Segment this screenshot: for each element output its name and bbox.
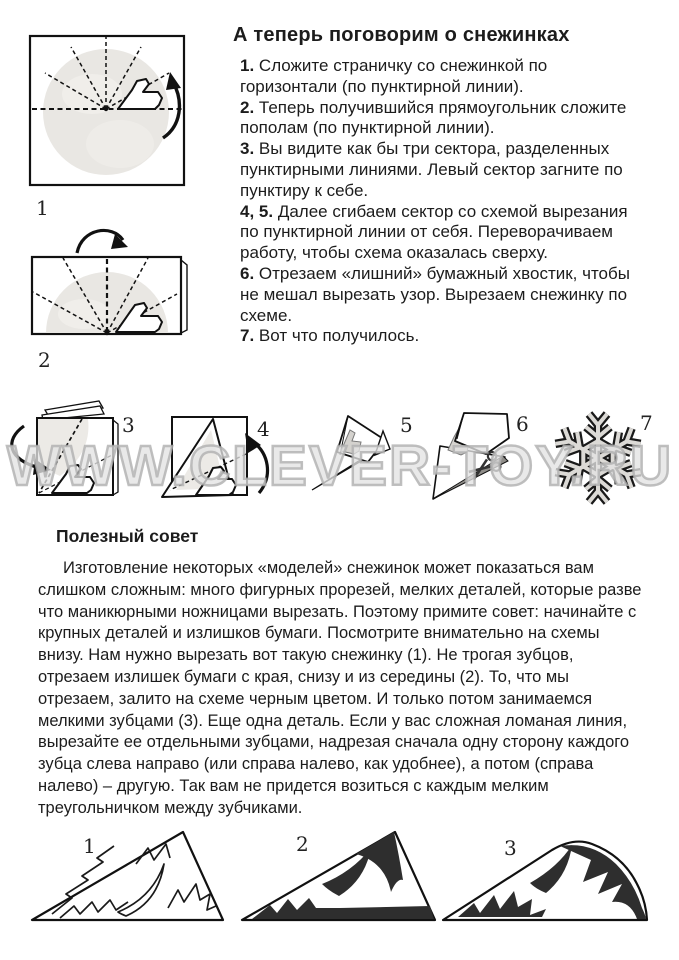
instruction-item: 7. Вот что получилось. [240, 326, 420, 346]
step-3-label: 3 [122, 413, 135, 437]
advice-body: Изготовление некоторых «моделей» снежинок может показаться вам слишком сложным: много фигурных прорезей, мелких деталей, которые разве что маникюрными ножницами вырезать. Поэтому примите совет: начинайте с крупных деталей и излишков бумаги. Посмотрите внимательно на схемы внизу. Нам нужно вырезать вот такую снежинку (1). Не трогая зубцов, отрезаем излишек бумаги с края, снизу и из середины (2). То, что мы отрезаем, залито на схеме черным цветом. И только потом занимаемся мелкими зубцами (3). Еще одна деталь. Если у вас сложная ломаная линия, вырезайте ее отдельными зубцами, надрезая сначала одну сторону каждого зубца слева направо (или справа налево, как удобнее), а потом (справа налево) – другую. Так вам не придется возиться с каждым мелким треугольничком между зубчиками. [38, 559, 642, 817]
scheme-3-label: 3 [504, 836, 517, 860]
fold-steps-row-figure [0, 398, 679, 510]
instruction-list [240, 56, 644, 347]
cut-scheme-2 [242, 832, 435, 920]
step-2-label: 2 [38, 348, 51, 372]
step-1-label: 1 [36, 196, 49, 220]
fold-arrow-icon [77, 230, 128, 253]
fold-step-1-figure [24, 28, 209, 190]
fold-step-6-figure [433, 413, 509, 499]
fold-step-4-figure [162, 417, 267, 497]
scheme-1-label: 1 [83, 834, 96, 858]
scheme-2-label: 2 [296, 832, 309, 856]
instruction-item: 6. Отрезаем «лишний» бумажный хвостик, чтобы не мешал вырезать узор. Вырезаем снежинку по схеме. [240, 263, 630, 325]
watermark: WWW.CLEVER-TOY.RU [6, 434, 674, 498]
page-title: А теперь поговорим о снежинках [233, 24, 570, 46]
snowflake-icon [554, 414, 642, 502]
fold-step-2-figure [24, 222, 209, 347]
step-5-label: 5 [400, 413, 413, 437]
fold-step-3-figure [12, 401, 118, 495]
step-4-label: 4 [257, 417, 270, 441]
step-6-label: 6 [516, 412, 529, 436]
cut-scheme-1 [32, 832, 223, 920]
instruction-item: 3. Вы видите как бы три сектора, разделенных пунктирными линиями. Левый сектор загните по пунктиру к себе. [240, 139, 623, 200]
instruction-item: 1. Сложите страничку со снежинкой по горизонтали (по пунктирной линии). [240, 56, 548, 96]
advice-heading: Полезный совет [56, 526, 199, 546]
instruction-item: 4, 5. Далее сгибаем сектор со схемой вырезания по пунктирной линии от себя. Переворачиваем работу, чтобы схема оказалась сверху. [240, 201, 628, 263]
cutting-schemes-figure [0, 810, 679, 955]
fold-arrow-icon [245, 433, 267, 493]
instruction-item: 2. Теперь получившийся прямоугольник сложите пополам (по пунктирной линии). [240, 97, 627, 138]
fold-step-5-figure [312, 416, 390, 490]
cut-scheme-3 [443, 842, 647, 920]
step-7-label: 7 [640, 411, 653, 435]
